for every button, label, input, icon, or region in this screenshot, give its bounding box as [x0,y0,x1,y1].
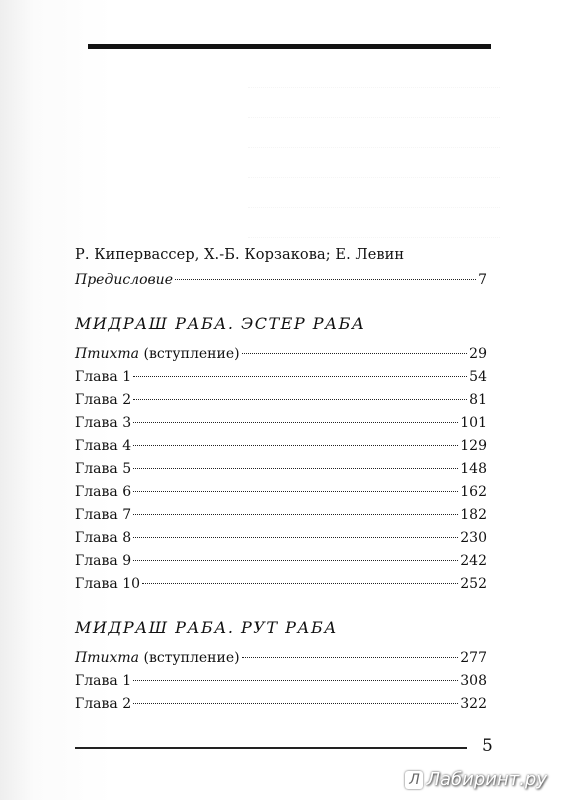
page-number: 129 [460,438,487,454]
entry-label-text: Глава 9 [75,553,132,569]
leader-dots [133,560,458,561]
entry-label-text: Глава 7 [75,507,132,523]
page-number: 182 [460,507,487,523]
page-number: 322 [460,696,487,712]
page-number: 54 [469,369,487,385]
toc-entry[interactable] [75,389,487,412]
leader-dots [242,353,468,354]
entry-label-text: Глава 8 [75,530,132,546]
toc-entry-preface[interactable] [75,269,487,292]
leader-dots [142,583,458,584]
leader-dots [242,657,459,658]
entry-label [75,481,131,504]
page-number: 148 [460,461,487,477]
toc-entry[interactable] [75,412,487,435]
labirint-logo-icon: Л [405,771,423,789]
leader-dots [175,279,476,280]
entry-label [75,550,131,573]
leader-dots [133,491,458,492]
entry-label [75,693,131,716]
top-rule [88,44,491,49]
preface-label: Предисловие [75,272,173,288]
section-title: МИДРАШ РАБА. ЭСТЕР РАБА [75,314,366,333]
leader-dots [133,514,458,515]
page-number: 162 [460,484,487,500]
bottom-rule [75,747,467,749]
leader-dots [133,703,458,704]
watermark-text: Лабиринт.ру [426,769,547,790]
entry-label [75,458,131,481]
page-number: 252 [460,576,487,592]
table-of-contents [75,244,487,716]
entry-label-text: (вступление) [139,346,240,362]
toc-entry[interactable] [75,435,487,458]
entry-label-text: Глава 2 [75,392,132,408]
entry-label-text: Глава 3 [75,415,132,431]
toc-entry[interactable] [75,343,487,366]
leader-dots [133,422,458,423]
entry-label [75,647,240,670]
toc-entry[interactable] [75,458,487,481]
entry-label-text: Глава 4 [75,438,132,454]
toc-entry[interactable] [75,366,487,389]
entry-label [75,573,140,596]
toc-entry[interactable] [75,550,487,573]
toc-sections [75,312,487,716]
folio-page-number: 5 [482,736,493,756]
entry-label-italic: Птихта [75,346,140,362]
entry-label-italic: Птихта [75,650,140,666]
page-number: 81 [469,392,487,408]
page-number: 242 [460,553,487,569]
labirint-watermark [405,769,547,790]
entry-label [75,527,131,550]
leader-dots [133,399,467,400]
entry-label [75,504,131,527]
entry-label-text: Глава 6 [75,484,132,500]
toc-entry[interactable] [75,647,487,670]
entry-label-text: Глава 5 [75,461,132,477]
page-number: 29 [469,346,487,362]
entry-label [75,435,131,458]
entry-label-text: (вступление) [139,650,240,666]
entry-label-text: Глава 2 [75,696,132,712]
entry-label [75,412,131,435]
toc-entry[interactable] [75,573,487,596]
toc-entry[interactable] [75,670,487,693]
page-number: 277 [460,650,487,666]
entry-label [75,366,131,389]
page-number: 101 [460,415,487,431]
page-number: 308 [460,673,487,689]
leader-dots [133,468,458,469]
entry-label-text: Глава 1 [75,673,132,689]
toc-entry[interactable] [75,527,487,550]
leader-dots [133,445,458,446]
page-number: 230 [460,530,487,546]
toc-entry[interactable] [75,693,487,716]
entry-label [75,670,131,693]
entry-label-text: Глава 10 [75,576,141,592]
authors-line: Р. Кипервассер, Х.-Б. Корзакова; Е. Левин [75,247,405,263]
page-number: 7 [478,272,487,288]
section-title: МИДРАШ РАБА. РУТ РАБА [75,618,338,637]
entry-label-text: Глава 1 [75,369,132,385]
toc-entry[interactable] [75,481,487,504]
toc-entry[interactable] [75,504,487,527]
leader-dots [133,537,458,538]
leader-dots [133,376,467,377]
entry-label [75,343,240,366]
leader-dots [133,680,458,681]
entry-label [75,389,131,412]
